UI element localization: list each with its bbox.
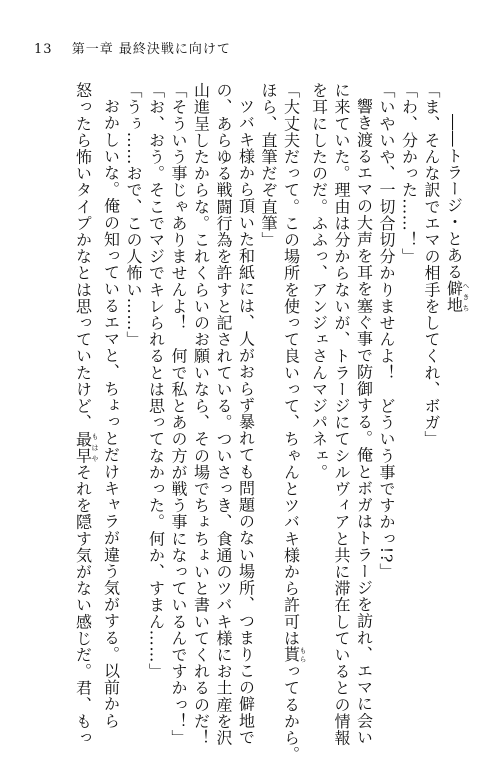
page-number: 13	[34, 42, 53, 57]
ruby-base: 僻地	[444, 280, 464, 314]
text-segment: ――トラージ・とある	[444, 114, 464, 280]
text-line: 「お、おう。そこでマジでキレられるとは思ってなかった。何か、すまん……」	[146, 82, 166, 680]
text-line: おかしいな。俺の知っているエマと、ちょっとだけキャラが違う気がする。以前から	[101, 98, 121, 729]
text-line: 「そういう事じゃありませんよ！ 何で私とあの方が戦う事になっているんですかっ！」	[169, 82, 188, 746]
text-line: 「うぅ……おで、この人怖い……」	[124, 82, 143, 348]
ruby-reading: へきち	[462, 280, 470, 314]
text-line: 「わ、分かった……！」	[399, 82, 419, 265]
ruby-annotated-word	[444, 280, 470, 314]
text-line	[71, 82, 99, 747]
chapter-title: 最終決戦に向けて	[118, 42, 231, 57]
running-head	[34, 38, 231, 57]
text-line: 「ま、そんな訳でエマの相手をしてくれ、ボガ」	[422, 82, 441, 448]
text-line: 山進呈したからな。これくらいのお願いなら、その場でちょちょいと書いてくれるのだ！	[191, 82, 211, 746]
ruby-annotated-word	[281, 646, 307, 664]
text-segment: それを隠す気がない感じだ。君、もっ	[73, 463, 93, 747]
ruby-reading: もら	[299, 646, 307, 663]
text-line: に来ていた。理由は分からないが、トラージにてシルヴィアと共に滞在しているとの情報	[332, 82, 351, 746]
text-line: ほら、直筆だぞ直筆」	[259, 82, 278, 248]
ruby-base: 最早	[73, 430, 93, 464]
text-line: 響き渡るエマの大声を耳を塞ぐ事で防御する。俺とボガはトラージを訪れ、エマに会い	[354, 98, 374, 746]
text-line: ツバキ様から頂いた和紙には、人がおらず暴れても問題のない場所、つまりこの僻地で	[236, 98, 256, 746]
text-segment: 怒ったら怖いタイプかなとは思っていたけど、	[73, 82, 93, 431]
text-line: の、あらゆる戦闘行為を許すと記されている。ついさっき、食通のツバキ様にお土産を沢	[214, 82, 233, 746]
ruby-annotated-word	[73, 430, 99, 464]
text-line	[279, 82, 307, 763]
text-segment: 「大丈夫だって。この場所を使って良いって、ちゃんとツバキ様から許可は	[281, 82, 301, 647]
text-line: 「いやいや、一切合切分かりませんよ！ どういう事ですかっ!?」	[377, 82, 396, 580]
text-line	[442, 82, 470, 682]
ruby-reading: もはや	[91, 430, 99, 464]
chapter-label: 第一章	[71, 42, 114, 57]
ruby-base: 貰	[281, 646, 301, 664]
text-segment: ってるから。	[281, 663, 301, 763]
vertical-body-text	[25, 82, 470, 763]
text-line: を耳にしたのだ。ふふっ、アンジェさんマジパネェ。	[309, 82, 329, 481]
